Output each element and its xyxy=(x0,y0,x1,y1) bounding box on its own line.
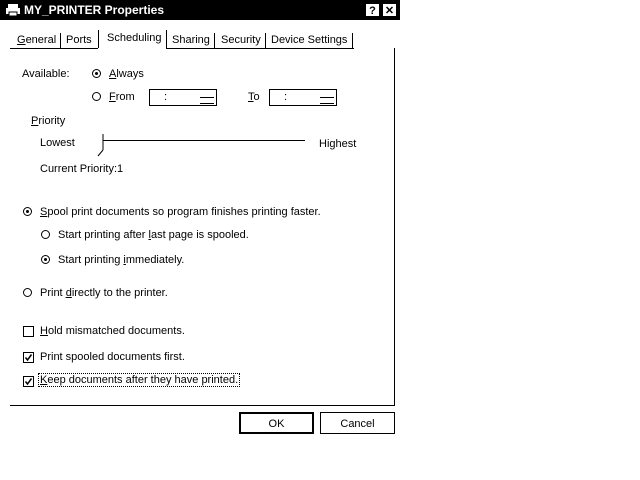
tab-separator xyxy=(166,30,167,48)
from-radio-button[interactable] xyxy=(92,92,101,101)
priority-lowest-label: Lowest xyxy=(40,137,75,149)
hold-mismatched-text: old mismatched documents. xyxy=(47,325,185,337)
to-time-spinner[interactable] xyxy=(320,92,334,103)
start-after-last-pre: Start printing after xyxy=(58,229,149,241)
tab-strip-border xyxy=(166,48,354,49)
panel-border xyxy=(10,405,395,406)
close-button[interactable]: ✕ xyxy=(382,3,397,17)
tab-separator xyxy=(214,33,215,49)
to-time-value: : xyxy=(284,91,288,103)
tab-scheduling-label: Scheduling xyxy=(107,32,162,44)
always-radio-button[interactable] xyxy=(92,69,101,78)
tab-ports[interactable] xyxy=(63,32,95,49)
hold-mismatched-label xyxy=(40,325,185,337)
from-label xyxy=(109,91,135,103)
start-after-last-label xyxy=(58,229,249,241)
tab-security-label: Security xyxy=(221,34,261,46)
priority-slider-thumb[interactable] xyxy=(97,134,105,158)
start-immediately-accel: i xyxy=(123,254,126,266)
available-label: Available: xyxy=(22,68,70,80)
tab-separator xyxy=(60,33,61,49)
keep-documents-checkbox-box[interactable] xyxy=(23,376,34,387)
ok-button[interactable]: OK xyxy=(239,412,314,434)
priority-slider-track[interactable] xyxy=(103,140,305,143)
checkmark-icon xyxy=(24,353,33,362)
to-accel: T xyxy=(248,91,254,103)
always-text: lways xyxy=(116,68,144,80)
print-directly-label xyxy=(40,287,168,299)
tab-separator xyxy=(352,33,353,49)
print-spooled-first-label: Print spooled documents first. xyxy=(40,351,185,363)
spool-radio[interactable] xyxy=(23,206,323,220)
keep-documents-label xyxy=(39,374,239,386)
current-priority-value: 1 xyxy=(117,163,124,175)
from-accel: F xyxy=(109,91,116,103)
hold-mismatched-checkbox-box[interactable] xyxy=(23,326,34,337)
always-radio[interactable] xyxy=(92,68,152,82)
print-directly-pre: Print xyxy=(40,287,66,299)
print-directly-radio-button[interactable] xyxy=(23,288,32,297)
window-title: MY_PRINTER Properties xyxy=(24,3,165,17)
always-accel: A xyxy=(109,68,117,80)
tab-device-settings-label: Device Settings xyxy=(271,34,348,46)
to-text: o xyxy=(253,91,260,103)
tab-general-accel: G xyxy=(17,34,26,46)
from-time-field[interactable] xyxy=(149,89,217,106)
title-bar[interactable] xyxy=(0,0,400,20)
hold-mismatched-accel: H xyxy=(40,325,48,337)
start-after-last-radio-button[interactable] xyxy=(41,230,50,239)
current-priority-label: Current Priority: xyxy=(40,163,118,175)
print-directly-accel: d xyxy=(65,287,72,299)
tab-scheduling[interactable] xyxy=(104,30,164,47)
from-text: rom xyxy=(115,91,135,103)
tab-strip-border xyxy=(10,48,98,49)
tab-security[interactable] xyxy=(218,32,264,49)
keep-documents-text: eep documents after they have printed. xyxy=(47,374,239,386)
from-time-spinner[interactable] xyxy=(200,92,214,103)
priority-label xyxy=(31,115,65,127)
spool-text: pool print documents so program finishes printing faster. xyxy=(47,206,321,218)
priority-text: riority xyxy=(38,115,66,127)
print-spooled-first-checkbox[interactable] xyxy=(23,351,193,365)
to-label xyxy=(248,91,260,103)
printer-icon xyxy=(5,3,21,17)
tab-separator xyxy=(98,30,99,48)
spool-label xyxy=(40,206,321,218)
checkmark-icon xyxy=(24,377,33,386)
tab-sharing[interactable] xyxy=(169,32,213,49)
spool-radio-button[interactable] xyxy=(23,207,32,216)
keep-documents-accel: K xyxy=(40,374,48,386)
print-spooled-first-checkbox-box[interactable] xyxy=(23,352,34,363)
tab-device-settings[interactable] xyxy=(268,32,350,49)
print-directly-radio[interactable] xyxy=(23,287,173,301)
to-time-field[interactable] xyxy=(269,89,337,106)
start-immediately-radio-button[interactable] xyxy=(41,255,50,264)
always-label xyxy=(109,68,144,80)
start-immediately-radio[interactable] xyxy=(41,254,191,268)
keep-documents-checkbox[interactable] xyxy=(23,375,238,389)
hold-mismatched-checkbox[interactable] xyxy=(23,325,193,339)
start-after-last-accel: l xyxy=(148,229,151,241)
help-button[interactable]: ? xyxy=(365,3,380,17)
start-immediately-label xyxy=(58,254,184,266)
from-time-value: : xyxy=(164,91,168,103)
spool-accel: S xyxy=(40,206,48,218)
start-immediately-rest: mmediately. xyxy=(125,254,185,266)
start-immediately-pre: Start printing xyxy=(58,254,124,266)
from-radio[interactable] xyxy=(92,91,142,105)
tab-ports-label: Ports xyxy=(66,34,92,46)
start-after-last-rest: ast page is spooled. xyxy=(150,229,249,241)
cancel-button[interactable]: Cancel xyxy=(320,412,395,434)
panel-border xyxy=(394,48,395,406)
start-after-last-radio[interactable] xyxy=(41,229,251,243)
priority-highest-label: Highest xyxy=(319,138,357,150)
tab-separator xyxy=(265,33,266,49)
print-directly-rest: irectly to the printer. xyxy=(71,287,168,299)
priority-accel: P xyxy=(31,115,39,127)
tab-general[interactable] xyxy=(14,32,59,49)
tab-general-label: eneral xyxy=(25,34,57,46)
tab-sharing-label: Sharing xyxy=(172,34,210,46)
